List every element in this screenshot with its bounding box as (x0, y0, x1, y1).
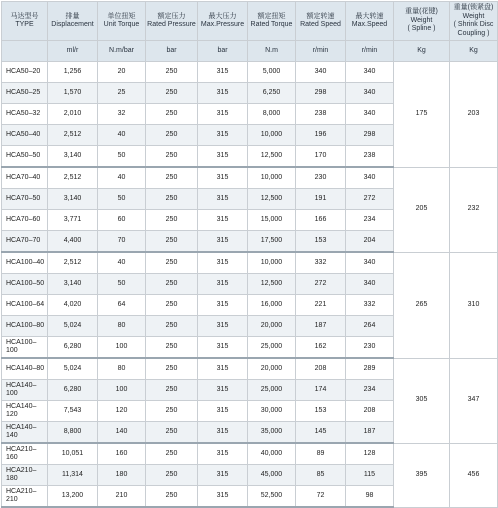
value-cell: 85 (296, 465, 346, 486)
column-header-cn: 额定扭矩 (257, 12, 286, 20)
unit-cell: r/min (296, 41, 346, 62)
value-cell: 10,000 (248, 167, 296, 189)
value-cell: 230 (296, 167, 346, 189)
column-header (48, 2, 98, 41)
value-cell: 40,000 (248, 443, 296, 465)
value-cell: 250 (146, 231, 198, 253)
model-cell: HCA70–50 (2, 189, 48, 210)
value-cell: 98 (346, 486, 394, 508)
column-header-en: Rated Torque (250, 21, 293, 28)
value-cell: 230 (346, 337, 394, 359)
model-cell: HCA100–100 (2, 337, 48, 359)
value-cell: 250 (146, 401, 198, 422)
value-cell: 2,512 (48, 252, 98, 274)
value-cell: 10,000 (248, 125, 296, 146)
value-cell: 35,000 (248, 422, 296, 444)
value-cell: 250 (146, 167, 198, 189)
value-cell: 40 (98, 125, 146, 146)
column-header (394, 2, 450, 41)
table-body (2, 62, 498, 508)
model-cell: HCA100–40 (2, 252, 48, 274)
value-cell: 315 (198, 83, 248, 104)
value-cell: 50 (98, 189, 146, 210)
value-cell: 315 (198, 465, 248, 486)
value-cell: 52,500 (248, 486, 296, 508)
unit-cell: Kg (394, 41, 450, 62)
value-cell: 153 (296, 231, 346, 253)
value-cell: 315 (198, 274, 248, 295)
weight-shrink-cell: 347 (450, 358, 498, 443)
value-cell: 315 (198, 443, 248, 465)
weight-shrink-cell: 310 (450, 252, 498, 358)
value-cell: 40 (98, 252, 146, 274)
model-cell: HCA100–80 (2, 316, 48, 337)
value-cell: 145 (296, 422, 346, 444)
unit-cell: N.m/bar (98, 41, 146, 62)
weight-shrink-cell: 232 (450, 167, 498, 252)
value-cell: 250 (146, 189, 198, 210)
column-header-cn: 额定压力 (157, 12, 186, 20)
value-cell: 340 (346, 104, 394, 125)
value-cell: 2,512 (48, 167, 98, 189)
value-cell: 2,010 (48, 104, 98, 125)
units-row (2, 41, 498, 62)
value-cell: 208 (346, 401, 394, 422)
value-cell: 315 (198, 380, 248, 401)
table-row (2, 62, 498, 83)
column-header-en: Unit Torque (103, 21, 140, 28)
value-cell: 72 (296, 486, 346, 508)
value-cell: 15,000 (248, 210, 296, 231)
value-cell: 166 (296, 210, 346, 231)
model-cell: HCA50–25 (2, 83, 48, 104)
value-cell: 315 (198, 125, 248, 146)
value-cell: 4,020 (48, 295, 98, 316)
value-cell: 12,500 (248, 274, 296, 295)
value-cell: 204 (346, 231, 394, 253)
value-cell: 340 (346, 252, 394, 274)
value-cell: 3,140 (48, 189, 98, 210)
value-cell: 80 (98, 316, 146, 337)
column-header (346, 2, 394, 41)
model-cell: HCA140–120 (2, 401, 48, 422)
column-header-en: Max.Pressure (200, 21, 245, 28)
value-cell: 40 (98, 167, 146, 189)
value-cell: 8,800 (48, 422, 98, 444)
value-cell: 315 (198, 316, 248, 337)
value-cell: 264 (346, 316, 394, 337)
value-cell: 250 (146, 210, 198, 231)
value-cell: 174 (296, 380, 346, 401)
value-cell: 196 (296, 125, 346, 146)
value-cell: 315 (198, 231, 248, 253)
model-cell: HCA70–70 (2, 231, 48, 253)
value-cell: 80 (98, 358, 146, 380)
value-cell: 315 (198, 104, 248, 125)
value-cell: 115 (346, 465, 394, 486)
model-cell: HCA50–20 (2, 62, 48, 83)
value-cell: 340 (346, 167, 394, 189)
column-header (450, 2, 498, 41)
value-cell: 315 (198, 295, 248, 316)
value-cell: 25,000 (248, 337, 296, 359)
value-cell: 234 (346, 210, 394, 231)
value-cell: 7,543 (48, 401, 98, 422)
value-cell: 315 (198, 358, 248, 380)
value-cell: 12,500 (248, 146, 296, 168)
value-cell: 250 (146, 422, 198, 444)
value-cell: 191 (296, 189, 346, 210)
value-cell: 250 (146, 443, 198, 465)
header-row (2, 2, 498, 41)
weight-shrink-cell: 203 (450, 62, 498, 168)
value-cell: 340 (346, 62, 394, 83)
column-header-cn: 重量(锁紧盘) (453, 4, 494, 11)
value-cell: 238 (346, 146, 394, 168)
value-cell: 70 (98, 231, 146, 253)
weight-spline-cell: 205 (394, 167, 450, 252)
value-cell: 20,000 (248, 358, 296, 380)
value-cell: 50 (98, 274, 146, 295)
value-cell: 25 (98, 83, 146, 104)
value-cell: 100 (98, 380, 146, 401)
value-cell: 315 (198, 210, 248, 231)
value-cell: 17,500 (248, 231, 296, 253)
column-header (198, 2, 248, 41)
value-cell: 298 (346, 125, 394, 146)
value-cell: 50 (98, 146, 146, 168)
model-cell: HCA70–60 (2, 210, 48, 231)
value-cell: 340 (346, 83, 394, 104)
value-cell: 340 (296, 62, 346, 83)
value-cell: 208 (296, 358, 346, 380)
column-header-cn: 最大压力 (208, 12, 237, 20)
value-cell: 140 (98, 422, 146, 444)
value-cell: 120 (98, 401, 146, 422)
value-cell: 45,000 (248, 465, 296, 486)
value-cell: 8,000 (248, 104, 296, 125)
value-cell: 315 (198, 167, 248, 189)
value-cell: 315 (198, 189, 248, 210)
value-cell: 272 (296, 274, 346, 295)
value-cell: 250 (146, 358, 198, 380)
value-cell: 315 (198, 337, 248, 359)
value-cell: 210 (98, 486, 146, 508)
unit-cell: r/min (346, 41, 394, 62)
unit-cell: ml/r (48, 41, 98, 62)
motor-spec-table (1, 1, 498, 508)
weight-spline-cell: 265 (394, 252, 450, 358)
model-cell: HCA100–50 (2, 274, 48, 295)
value-cell: 160 (98, 443, 146, 465)
model-cell: HCA100–64 (2, 295, 48, 316)
model-cell: HCA70–40 (2, 167, 48, 189)
value-cell: 30,000 (248, 401, 296, 422)
model-cell: HCA210–180 (2, 465, 48, 486)
value-cell: 250 (146, 465, 198, 486)
value-cell: 3,140 (48, 274, 98, 295)
column-header (98, 2, 146, 41)
value-cell: 238 (296, 104, 346, 125)
value-cell: 250 (146, 274, 198, 295)
value-cell: 6,280 (48, 337, 98, 359)
unit-cell: bar (198, 41, 248, 62)
value-cell: 315 (198, 252, 248, 274)
value-cell: 315 (198, 62, 248, 83)
model-cell: HCA50–40 (2, 125, 48, 146)
value-cell: 332 (346, 295, 394, 316)
column-header (296, 2, 346, 41)
value-cell: 250 (146, 380, 198, 401)
value-cell: 25,000 (248, 380, 296, 401)
value-cell: 153 (296, 401, 346, 422)
value-cell: 2,512 (48, 125, 98, 146)
value-cell: 250 (146, 486, 198, 508)
model-cell: HCA140–140 (2, 422, 48, 444)
value-cell: 100 (98, 337, 146, 359)
value-cell: 89 (296, 443, 346, 465)
value-cell: 162 (296, 337, 346, 359)
value-cell: 250 (146, 146, 198, 168)
value-cell: 250 (146, 83, 198, 104)
model-cell: HCA50–50 (2, 146, 48, 168)
value-cell: 1,256 (48, 62, 98, 83)
column-header-cn: 马达型号 (10, 12, 39, 20)
model-cell: HCA140–80 (2, 358, 48, 380)
value-cell: 3,140 (48, 146, 98, 168)
value-cell: 11,314 (48, 465, 98, 486)
column-header (248, 2, 296, 41)
value-cell: 180 (98, 465, 146, 486)
value-cell: 250 (146, 337, 198, 359)
value-cell: 10,000 (248, 252, 296, 274)
value-cell: 170 (296, 146, 346, 168)
value-cell: 272 (346, 189, 394, 210)
table-row (2, 443, 498, 465)
value-cell: 298 (296, 83, 346, 104)
model-cell: HCA210–210 (2, 486, 48, 508)
value-cell: 20 (98, 62, 146, 83)
table-row (2, 252, 498, 274)
unit-cell: N.m (248, 41, 296, 62)
weight-spline-cell: 175 (394, 62, 450, 168)
value-cell: 187 (346, 422, 394, 444)
value-cell: 234 (346, 380, 394, 401)
value-cell: 332 (296, 252, 346, 274)
unit-cell (2, 41, 48, 62)
value-cell: 64 (98, 295, 146, 316)
value-cell: 6,280 (48, 380, 98, 401)
value-cell: 250 (146, 295, 198, 316)
column-header-cn: 额定转速 (306, 12, 335, 20)
column-header-cn: 排量 (65, 12, 80, 20)
column-header-en: TYPE (15, 21, 34, 28)
value-cell: 187 (296, 316, 346, 337)
value-cell: 4,400 (48, 231, 98, 253)
value-cell: 250 (146, 252, 198, 274)
value-cell: 32 (98, 104, 146, 125)
column-header-en: Rated Speed (300, 21, 341, 28)
value-cell: 221 (296, 295, 346, 316)
value-cell: 128 (346, 443, 394, 465)
value-cell: 315 (198, 422, 248, 444)
value-cell: 5,024 (48, 316, 98, 337)
value-cell: 250 (146, 62, 198, 83)
value-cell: 20,000 (248, 316, 296, 337)
value-cell: 315 (198, 486, 248, 508)
column-header-cn: 单位扭矩 (107, 12, 136, 20)
column-header-en: Rated Pressure (147, 21, 196, 28)
unit-cell: Kg (450, 41, 498, 62)
column-header-cn: 重量(花键) (405, 8, 438, 16)
value-cell: 6,250 (248, 83, 296, 104)
weight-spline-cell: 305 (394, 358, 450, 443)
column-header-en: Weight ( Spline ) (407, 16, 436, 33)
model-cell: HCA50–32 (2, 104, 48, 125)
column-header-en: Max.Speed (351, 21, 388, 28)
weight-shrink-cell: 456 (450, 443, 498, 507)
value-cell: 340 (346, 274, 394, 295)
value-cell: 250 (146, 125, 198, 146)
table-row (2, 358, 498, 380)
value-cell: 5,024 (48, 358, 98, 380)
value-cell: 60 (98, 210, 146, 231)
column-header (146, 2, 198, 41)
value-cell: 10,051 (48, 443, 98, 465)
value-cell: 1,570 (48, 83, 98, 104)
value-cell: 315 (198, 146, 248, 168)
value-cell: 250 (146, 104, 198, 125)
column-header (2, 2, 48, 41)
model-cell: HCA210–160 (2, 443, 48, 465)
value-cell: 289 (346, 358, 394, 380)
weight-spline-cell: 395 (394, 443, 450, 507)
value-cell: 315 (198, 401, 248, 422)
value-cell: 12,500 (248, 189, 296, 210)
column-header-cn: 最大转速 (355, 12, 384, 20)
model-cell: HCA140–100 (2, 380, 48, 401)
value-cell: 16,000 (248, 295, 296, 316)
value-cell: 3,771 (48, 210, 98, 231)
column-header-en: Displacement (51, 21, 94, 28)
value-cell: 13,200 (48, 486, 98, 508)
unit-cell: bar (146, 41, 198, 62)
value-cell: 250 (146, 316, 198, 337)
table-row (2, 167, 498, 189)
column-header-en: Weight ( Shrink Disc Coupling ) (453, 12, 494, 37)
value-cell: 5,000 (248, 62, 296, 83)
